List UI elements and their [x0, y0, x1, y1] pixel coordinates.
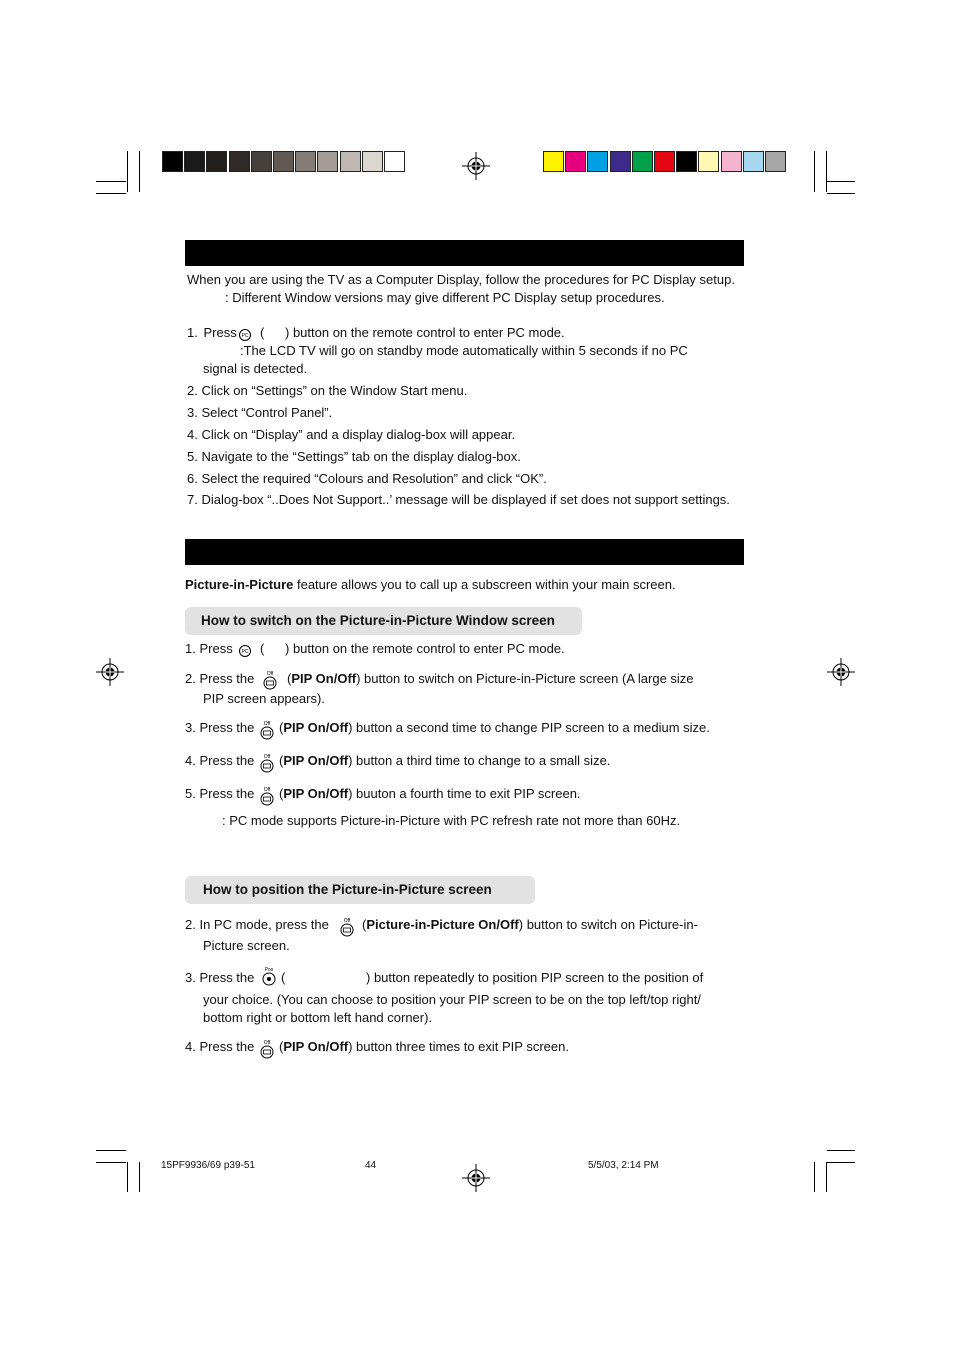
svg-text:Off: Off	[263, 721, 271, 727]
pip-position-icon	[261, 965, 277, 987]
pc-step-3: 3. Select “Control Panel”.	[187, 405, 333, 420]
color-swatch	[765, 151, 786, 172]
color-swatch	[743, 151, 764, 172]
pc-button-icon	[238, 328, 252, 342]
pip-step-1-text: ) button on the remote control to enter PC mode.	[285, 641, 565, 656]
position-pip-heading: How to position the Picture-in-Picture screen	[185, 876, 535, 904]
pip-step-4-text: (PIP On/Off) button a third time to change to a small size.	[279, 753, 611, 768]
position-step-2-cont: Picture screen.	[203, 938, 290, 953]
color-swatch	[184, 151, 205, 172]
pc-step-1-note: :The LCD TV will go on standby mode automatically within 5 seconds if no PC	[240, 343, 688, 358]
pc-step-1-text: ) button on the remote control to enter PC mode.	[285, 325, 565, 340]
section-header-bar-pip	[185, 539, 744, 565]
registration-mark-top-icon	[462, 152, 490, 180]
svg-text:Off: Off	[266, 671, 274, 677]
pip-step-4: 4. Press the	[185, 753, 255, 768]
color-swatch	[632, 151, 653, 172]
svg-text:Off: Off	[263, 787, 271, 793]
svg-text:PC: PC	[241, 649, 249, 655]
pip-step-5-text: (PIP On/Off) buuton a fourth time to exit PIP screen.	[279, 786, 581, 801]
switch-pip-heading: How to switch on the Picture-in-Picture Window screen	[185, 607, 582, 635]
pip-on-off-icon	[259, 752, 275, 774]
pip-step-2-text: (PIP On/Off) button to switch on Picture-in-Picture screen (A large size	[287, 671, 694, 686]
color-swatch	[610, 151, 631, 172]
color-swatch	[340, 151, 361, 172]
position-step-3-paren: (	[281, 970, 286, 985]
pip-step-1: 1. Press	[185, 641, 233, 656]
pc-step-1-note-cont: signal is detected.	[203, 361, 308, 376]
registration-mark-left-icon	[96, 658, 124, 686]
footer-date: 5/5/03, 2:14 PM	[588, 1160, 659, 1171]
color-swatch	[384, 151, 405, 172]
pc-button-icon	[238, 644, 252, 658]
position-step-3-text: ) button repeatedly to position PIP screen to the position of	[366, 970, 704, 985]
pip-intro: Picture-in-Picture feature allows you to call up a subscreen within your main screen.	[185, 577, 676, 592]
pip-on-off-icon	[262, 669, 278, 691]
position-step-3-cont2: bottom right or bottom left hand corner).	[203, 1010, 433, 1025]
pip-on-off-icon	[339, 916, 355, 938]
pip-step-1-paren: (	[260, 641, 265, 656]
pip-note: : PC mode supports Picture-in-Picture with PC refresh rate not more than 60Hz.	[222, 813, 681, 828]
position-step-4: 4. Press the	[185, 1039, 255, 1054]
position-step-2-text: (Picture-in-Picture On/Off) button to switch on Picture-in-	[362, 917, 698, 932]
color-swatch	[654, 151, 675, 172]
pip-step-3: 3. Press the	[185, 720, 255, 735]
section-header-bar-pc-display	[185, 240, 744, 266]
registration-mark-bottom-icon	[462, 1164, 490, 1192]
pc-step-2: 2. Click on “Settings” on the Window Start menu.	[187, 383, 468, 398]
footer-file-code: 15PF9936/69 p39-51	[161, 1160, 255, 1171]
intro-note: : Different Window versions may give different PC Display setup procedures.	[225, 290, 665, 305]
color-swatch	[587, 151, 608, 172]
pip-on-off-icon	[259, 1038, 275, 1060]
svg-text:PC: PC	[241, 333, 249, 339]
color-swatch	[251, 151, 272, 172]
color-swatch	[317, 151, 338, 172]
color-swatch	[721, 151, 742, 172]
position-step-4-text: (PIP On/Off) button three times to exit PIP screen.	[279, 1039, 569, 1054]
pc-step-4: 4. Click on “Display” and a display dialog-box will appear.	[187, 427, 516, 442]
pc-step-1-paren: (	[260, 325, 265, 340]
footer-page-number: 44	[365, 1160, 377, 1171]
color-swatch	[698, 151, 719, 172]
pip-on-off-icon	[259, 785, 275, 807]
position-step-3: 3. Press the	[185, 970, 255, 985]
color-swatch	[362, 151, 383, 172]
svg-text:Pos: Pos	[264, 967, 274, 973]
position-step-3-cont1: your choice. (You can choose to position your PIP screen to be on the top left/top right/	[203, 992, 701, 1007]
pip-step-2: 2. Press the	[185, 671, 255, 686]
color-swatch	[543, 151, 564, 172]
position-step-2: 2. In PC mode, press the	[185, 917, 329, 932]
color-swatch	[565, 151, 586, 172]
color-swatch	[162, 151, 183, 172]
svg-text:Off: Off	[263, 754, 271, 760]
svg-text:Off: Off	[263, 1040, 271, 1046]
pip-step-3-text: (PIP On/Off) button a second time to change PIP screen to a medium size.	[279, 720, 710, 735]
intro-line: When you are using the TV as a Computer Display, follow the procedures for PC Display setup.	[187, 272, 735, 287]
color-swatch	[295, 151, 316, 172]
color-swatch	[273, 151, 294, 172]
pip-step-2-cont: PIP screen appears).	[203, 691, 325, 706]
svg-text:Off: Off	[343, 918, 351, 924]
pc-step-6: 6. Select the required “Colours and Resolution” and click “OK”.	[187, 471, 547, 486]
pc-step-7: 7. Dialog-box “..Does Not Support..’ message will be displayed if set does not support settings.	[187, 492, 730, 507]
pip-step-5: 5. Press the	[185, 786, 255, 801]
pip-on-off-icon	[259, 719, 275, 741]
pc-step-1: 1. Press	[187, 325, 237, 340]
color-swatch	[206, 151, 227, 172]
pc-step-5: 5. Navigate to the “Settings” tab on the display dialog-box.	[187, 449, 521, 464]
color-swatch	[676, 151, 697, 172]
registration-mark-right-icon	[827, 658, 855, 686]
color-swatch	[229, 151, 250, 172]
